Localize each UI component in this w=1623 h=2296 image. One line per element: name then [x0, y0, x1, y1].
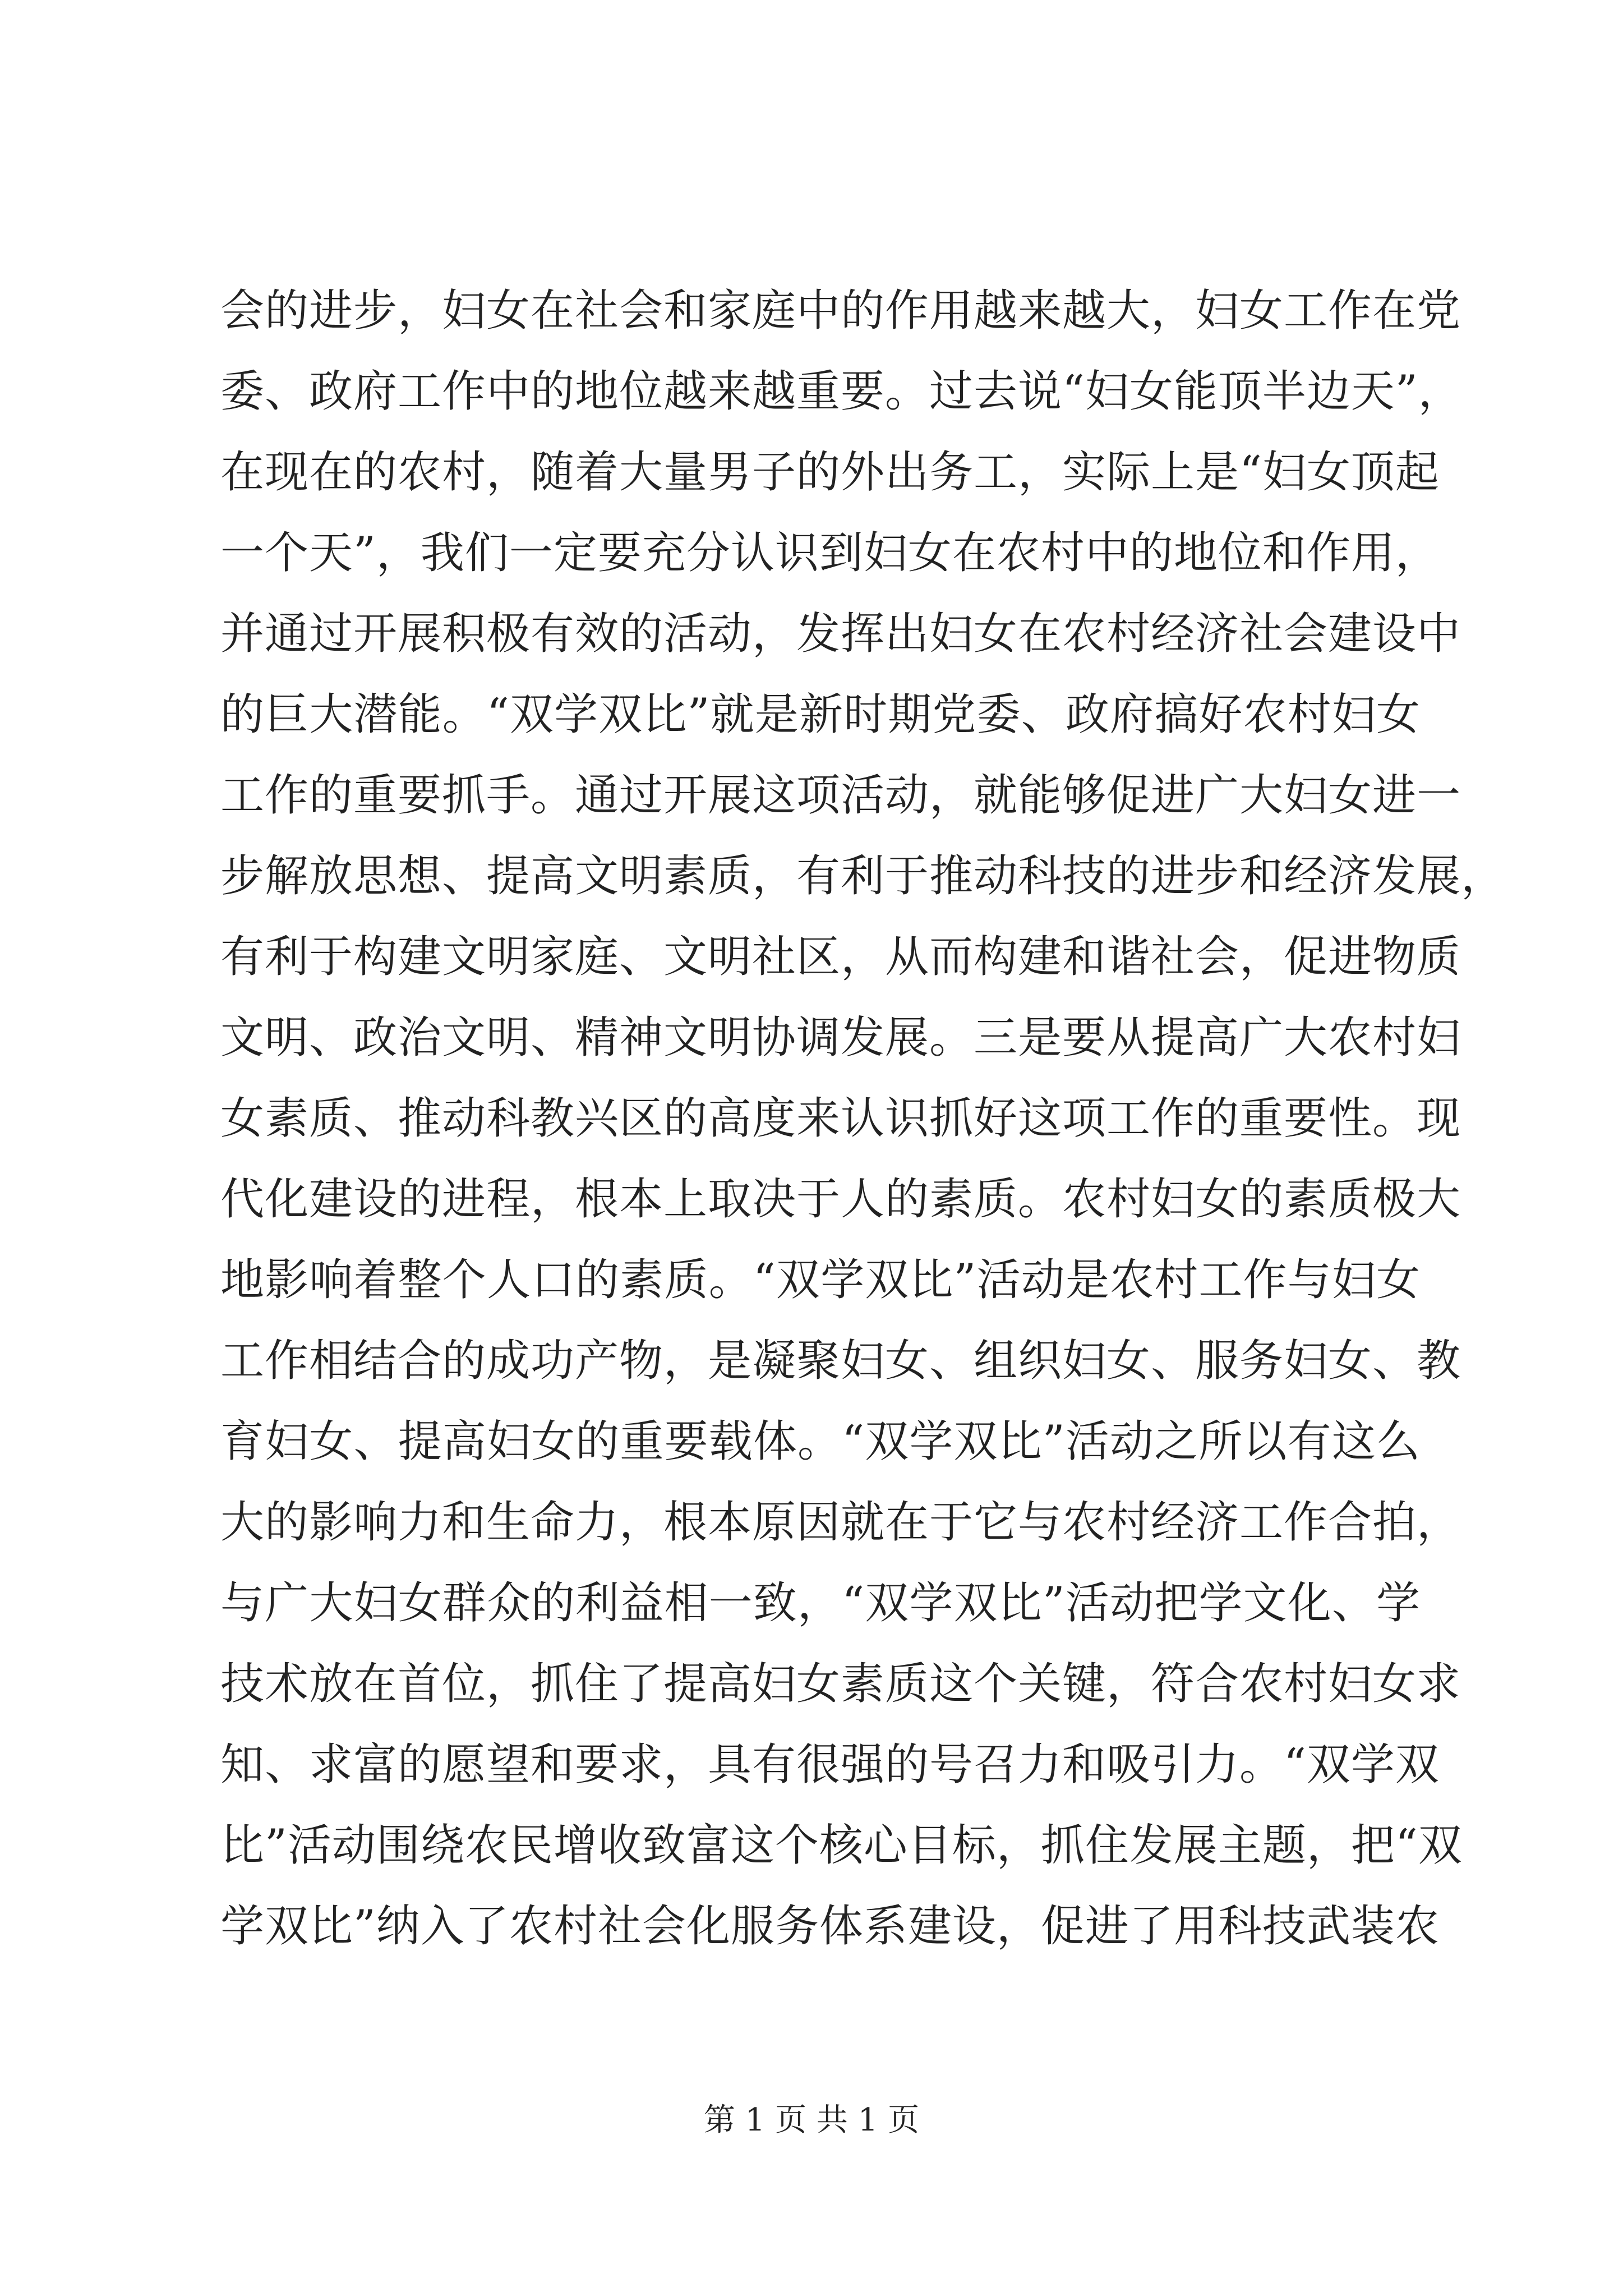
text-line: 有利于构建文明家庭、文明社区，从而构建和谐社会，促进物质 — [220, 932, 1461, 982]
text-line: 委、政府工作中的地位越来越重要。过去说“妇女能顶半边天”， — [220, 366, 1463, 417]
text-line: 技术放在首位，抓住了提高妇女素质这个关键，符合农村妇女求 — [220, 1659, 1461, 1709]
text-line: 代化建设的进程，根本上取决于人的素质。农村妇女的素质极大 — [220, 1174, 1461, 1225]
text-line: 比”活动围绕农民增收致富这个核心目标，抓住发展主题，把“双 — [220, 1820, 1463, 1871]
text-line: 并通过开展积极有效的活动，发挥出妇女在农村经济社会建设中 — [220, 609, 1461, 659]
text-line: 育妇女、提高妇女的重要载体。“双学双比”活动之所以有这么 — [220, 1416, 1421, 1467]
text-line: 女素质、推动科教兴区的高度来认识抓好这项工作的重要性。现 — [220, 1093, 1461, 1144]
text-line: 学双比”纳入了农村社会化服务体系建设，促进了用科技武装农 — [220, 1901, 1440, 1952]
text-line: 与广大妇女群众的利益相一致，“双学双比”活动把学文化、学 — [220, 1578, 1421, 1628]
text-line: 文明、政治文明、精神文明协调发展。三是要从提高广大农村妇 — [220, 1013, 1461, 1063]
text-line: 会的进步，妇女在社会和家庭中的作用越来越大，妇女工作在党 — [220, 286, 1461, 336]
text-line: 地影响着整个人口的素质。“双学双比”活动是农村工作与妇女 — [220, 1255, 1421, 1305]
text-line: 在现在的农村，随着大量男子的外出务工，实际上是“妇女顶起 — [220, 447, 1440, 498]
text-line: 工作相结合的成功产物，是凝聚妇女、组织妇女、服务妇女、教 — [220, 1336, 1461, 1386]
body-text — [220, 270, 1506, 1967]
text-line: 工作的重要抓手。通过开展这项活动，就能够促进广大妇女进一 — [220, 770, 1461, 821]
text-line: 一个天”，我们一定要充分认识到妇女在农村中的地位和作用， — [220, 528, 1440, 578]
text-line: 大的影响力和生命力，根本原因就在于它与农村经济工作合拍， — [220, 1497, 1461, 1548]
text-line: 的巨大潜能。“双学双比”就是新时期党委、政府搞好农村妇女 — [220, 689, 1421, 740]
text-line: 步解放思想、提高文明素质，有利于推动科技的进步和经济发展， — [220, 851, 1506, 901]
text-line: 知、求富的愿望和要求，具有很强的号召力和吸引力。“双学双 — [220, 1740, 1440, 1790]
page-footer: 第 1 页 共 1 页 — [703, 2102, 920, 2138]
